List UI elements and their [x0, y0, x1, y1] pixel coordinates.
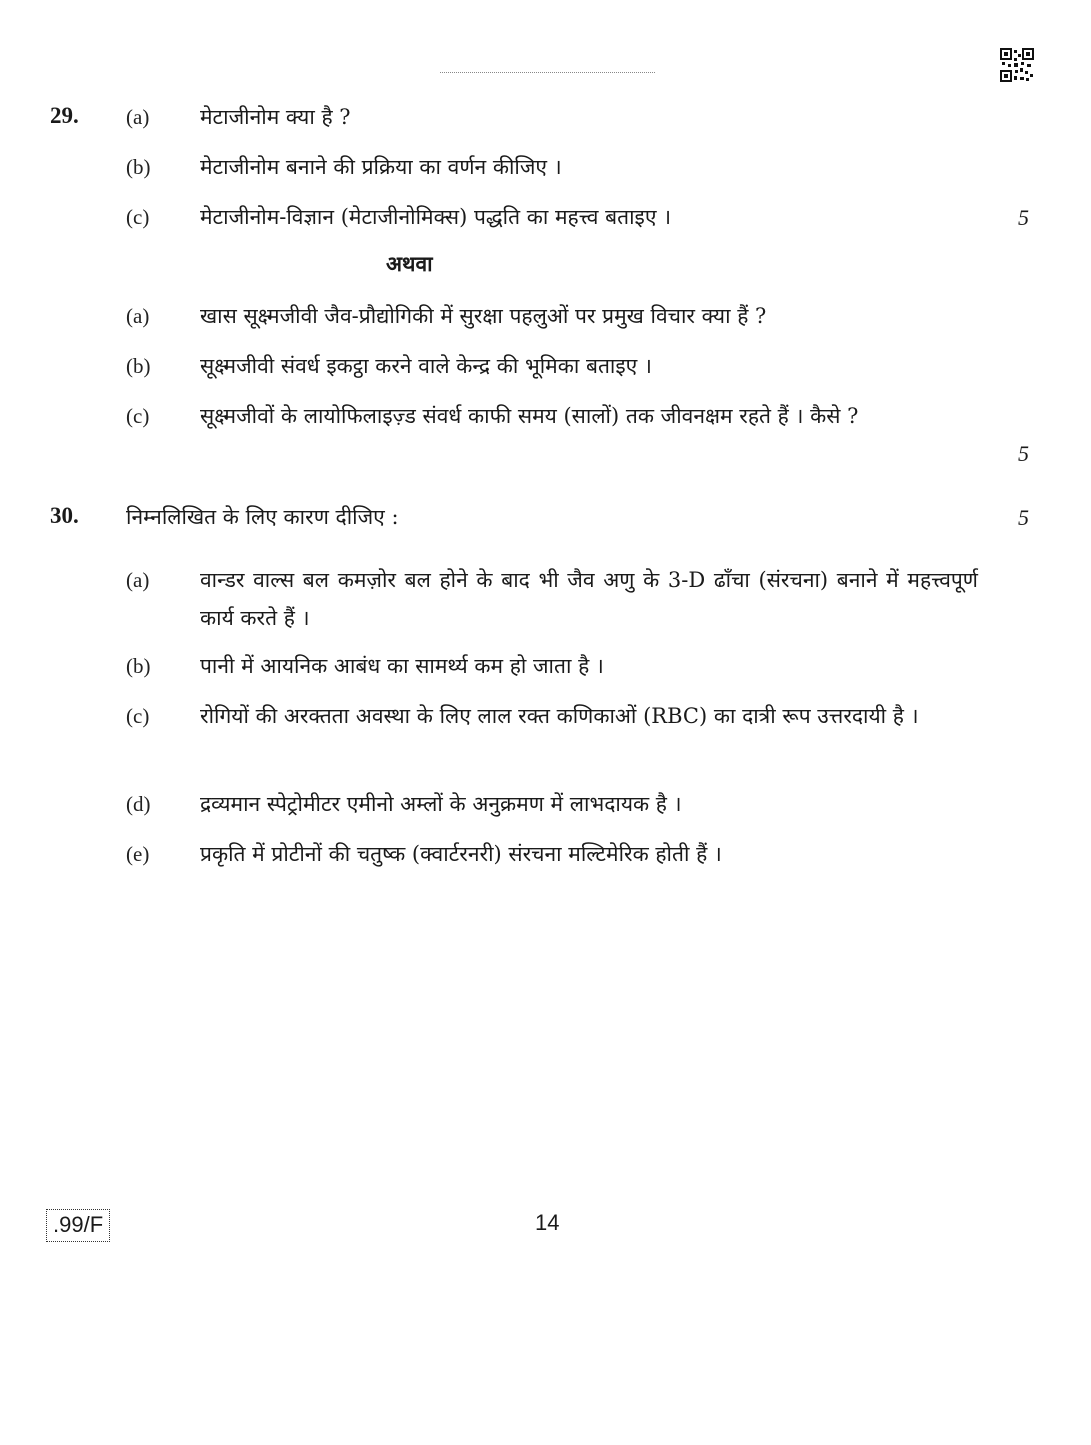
q30-intro: निम्नलिखित के लिए कारण दीजिए : — [126, 505, 399, 529]
question-30-number: 30. — [50, 503, 79, 528]
q29-b-text: मेटाजीनोम बनाने की प्रक्रिया का वर्णन कीजिए । — [200, 155, 562, 179]
page-number: 14 — [535, 1210, 560, 1235]
q29-c-text: मेटाजीनोम-विज्ञान (मेटाजीनोमिक्स) पद्धति का महत्त्व बताइए । — [200, 205, 672, 229]
q29-alt-b-label: (b) — [126, 354, 151, 378]
q29-alt-marks: 5 — [1018, 441, 1029, 466]
q30-c-label: (c) — [126, 704, 150, 728]
q30-b-text: पानी में आयनिक आबंध का सामर्थ्य कम हो जाता है । — [200, 654, 604, 678]
q30-d-text: द्रव्यमान स्पेट्रोमीटर एमीनो अम्लों के अनुक्रमण में लाभदायक है । — [200, 792, 682, 816]
q29-a-label: (a) — [126, 105, 150, 129]
q30-a-label: (a) — [126, 568, 150, 592]
q29-alt-c-label: (c) — [126, 404, 150, 428]
q30-c-text: रोगियों की अरक्तता अवस्था के लिए लाल रक्त कणिकाओं (RBC) का दात्री रूप उत्तरदायी है । — [200, 704, 919, 728]
q30-a-text: वान्डर वाल्स बल कमज़ोर बल होने के बाद भी जैव अणु के 3-D ढाँचा (संरचना) बनाने में महत्त्वपूर्ण कार्य करते हैं । — [200, 568, 978, 630]
question-29-number: 29. — [50, 103, 79, 128]
q29-marks: 5 — [1018, 205, 1029, 230]
q29-a-text: मेटाजीनोम क्या है ? — [200, 105, 351, 129]
q30-b-label: (b) — [126, 654, 151, 678]
q30-marks: 5 — [1018, 505, 1029, 530]
qr-code-icon — [1000, 48, 1034, 82]
q29-alt-c-text: सूक्ष्मजीवों के लायोफिलाइज़्ड संवर्ध काफी समय (सालों) तक जीवनक्षम रहते हैं । कैसे ? — [200, 404, 859, 428]
q29-alt-b-text: सूक्ष्मजीवी संवर्ध इकट्ठा करने वाले केन्द्र की भूमिका बताइए । — [200, 354, 652, 378]
q29-alt-a-label: (a) — [126, 304, 150, 328]
paper-code-box: .99/F — [46, 1209, 110, 1242]
q29-alt-a-text: खास सूक्ष्मजीवी जैव-प्रौद्योगिकी में सुरक्षा पहलुओं पर प्रमुख विचार क्या हैं ? — [200, 304, 767, 328]
q30-e-label: (e) — [126, 842, 150, 866]
or-label: अथवा — [386, 251, 433, 276]
q30-d-label: (d) — [126, 792, 151, 816]
q30-e-text: प्रकृति में प्रोटीनों की चतुष्क (क्वार्टरनरी) संरचना मल्टिमेरिक होती हैं । — [200, 842, 722, 866]
q29-c-label: (c) — [126, 205, 150, 229]
q29-b-label: (b) — [126, 155, 151, 179]
top-dotted-rule — [440, 72, 655, 73]
